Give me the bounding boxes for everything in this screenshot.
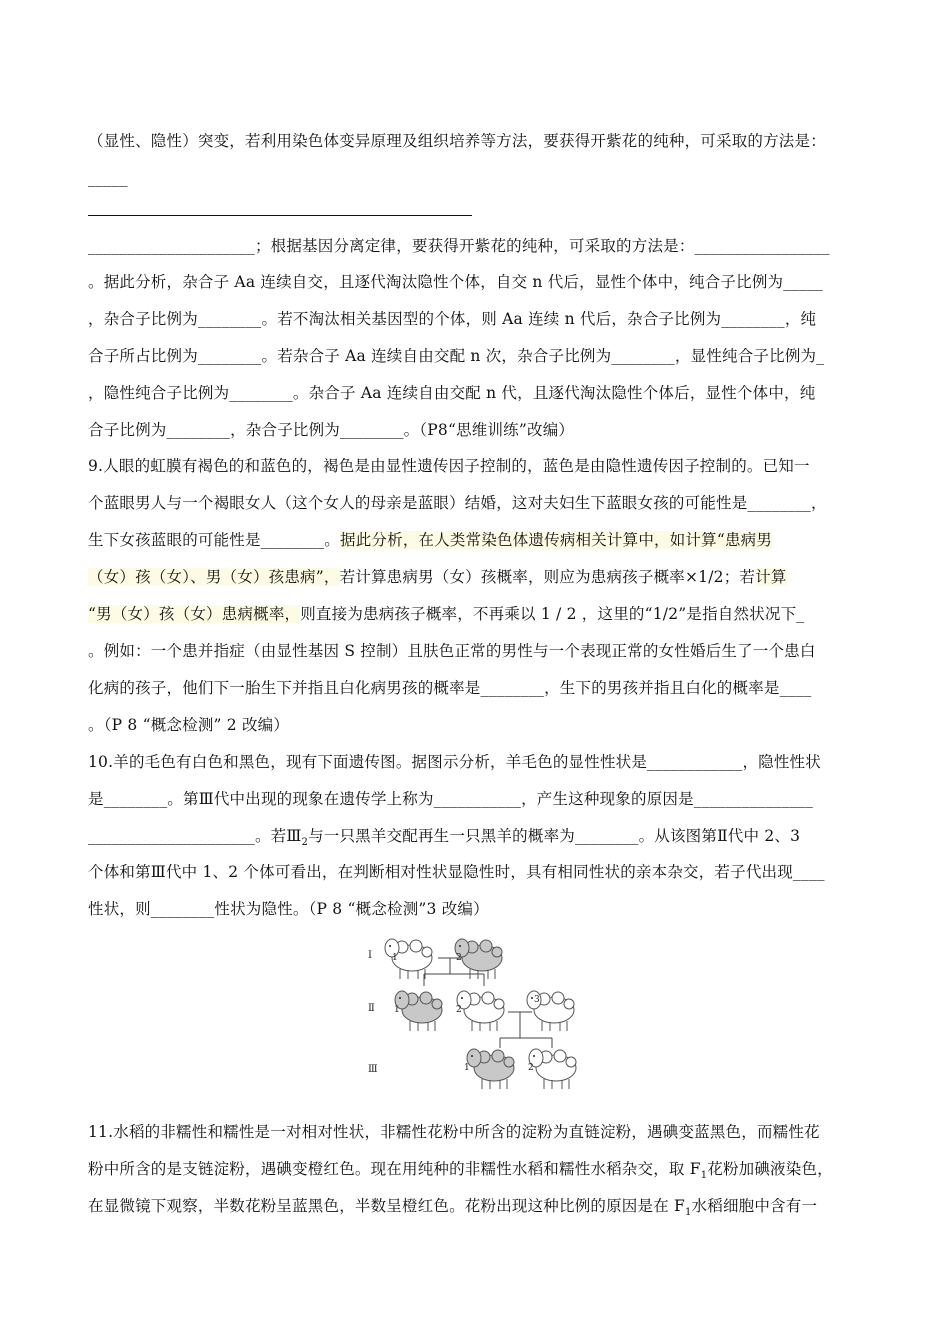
text-span: 则直接为患病孩子概率，不再乘以 1 / 2 ，这里的“1/2”是指自然状况下_: [300, 605, 805, 623]
text-line: 合子所占比例为________。若杂合子 Aa 连续自由交配 n 次，杂合子比例为________，显性纯合子比例为_: [88, 347, 825, 365]
text-line: 。例如：一个患并指症（由显性基因 S 控制）且肤色正常的男性与一个表现正常的女性婚后生了一个患白: [88, 642, 816, 660]
generation-label: Ⅱ: [368, 1003, 375, 1014]
text-span: 若计算患病男（女）孩概率，则应为患病孩子概率×1/2；若: [339, 568, 756, 586]
subscript: 1: [700, 1170, 708, 1182]
text-line: _____________________；根据基因分离定律，要获得开紫花的纯种，可采取的方法是：_________________: [88, 237, 830, 255]
text-line: [88, 567, 862, 587]
sheep-pedigree-figure: [364, 930, 586, 1090]
text-line: [88, 1196, 862, 1223]
individual-number: 2: [456, 953, 462, 963]
text-line: _____: [88, 169, 128, 187]
text-span: 花粉加碘液染色，: [707, 1160, 833, 1178]
individual-number: 3: [534, 995, 540, 1005]
text-line: 。（P 8 “概念检测” 2 改编）: [88, 716, 290, 734]
text-line: [88, 493, 862, 513]
question-9-line: 9.人眼的虹膜有褐色的和蓝色的，褐色是由显性遗传因子控制的，蓝色是由隐性遗传因子控制的。已知一: [88, 457, 810, 475]
text-span: 生下女孩蓝眼的可能性是________。: [88, 531, 341, 549]
text-span: 个蓝眼男人与一个褐眼女人（这个女人的母亲是蓝眼）结婚，这对夫妇生下蓝眼女孩的可能性是________，: [88, 494, 827, 512]
text-line: 化病的孩子，他们下一胎生下并指且白化病男孩的概率是________，生下的男孩并指且白化的概率是____: [88, 679, 812, 697]
individual-number: 2: [456, 1005, 462, 1015]
highlighted-text: “男（女）孩（女）患病概率，: [88, 605, 301, 623]
text-line: ，隐性纯合子比例为________。杂合子 Aa 连续自由交配 n 代，且逐代淘汰隐性个体后，显性个体中，纯: [88, 384, 816, 402]
answer-underline: [88, 215, 472, 216]
question-11-line: 11.水稻的非糯性和糯性是一对相对性状，非糯性花粉中所含的淀粉为直链淀粉，遇碘变蓝黑色，而糯性花: [88, 1123, 820, 1141]
question-10-line: 10.羊的毛色有白色和黑色，现有下面遗传图。据图示分析，羊毛色的显性性状是____________，隐性性状: [88, 753, 821, 771]
text-line: 。据此分析，杂合子 Aa 连续自交，且逐代淘汰隐性个体，自交 n 代后，显性个体中，纯合子比例为_____: [88, 273, 823, 291]
text-line: 合子比例为________，杂合子比例为________。（P8“思维训练”改编）: [88, 421, 575, 439]
text-span: 与一只黑羊交配再生一只黑羊的概率为________。从该图第Ⅱ代中 2、3: [308, 827, 801, 845]
highlighted-text: 据此分析，在人类常染色体遗传病相关计算中，如计算“患病男: [340, 531, 773, 549]
sheep-icon: [529, 1049, 576, 1089]
text-line: [88, 1159, 862, 1186]
text-line: [88, 604, 862, 624]
text-line: 个体和第Ⅲ代中 1、2 个体可看出，在判断相对性状显隐性时，具有相同性状的亲本杂交，若子代出现____: [88, 863, 825, 881]
sheep-icon: [457, 991, 504, 1031]
sheep-icon: [467, 1049, 514, 1089]
individual-number: 1: [464, 1063, 470, 1073]
text-line: [88, 826, 862, 853]
generation-label: Ⅲ: [368, 1064, 378, 1075]
text-span: 在显微镜下观察，半数花粉呈蓝黑色，半数呈橙红色。花粉出现这种比例的原因是在 F: [88, 1197, 685, 1215]
highlighted-text: 计算: [755, 568, 787, 586]
generation-label: Ⅰ: [368, 950, 372, 961]
text-line: 性状，则________性状为隐性。（P 8 “概念检测”3 改编）: [88, 900, 489, 918]
text-line: （显性、隐性）突变，若利用染色体变异原理及组织培养等方法，要获得开紫花的纯种，可采取的方法是：: [88, 132, 826, 150]
individual-number: 1: [392, 953, 398, 963]
text-line: 是________。第Ⅲ代中出现的现象在遗传学上称为___________，产生这种现象的原因是_______________: [88, 790, 814, 808]
subscript: 1: [684, 1207, 692, 1219]
sheep-icon: [395, 991, 442, 1031]
text-span: 水稻细胞中含有一: [691, 1197, 818, 1215]
subscript: 2: [301, 837, 309, 849]
individual-number: 1: [394, 1005, 400, 1015]
highlighted-text: （女）孩（女）、男（女）孩患病”，: [88, 568, 340, 586]
text-line: [88, 530, 862, 550]
text-span: 粉中所含的是支链淀粉，遇碘变橙红色。现在用纯种的非糯性水稻和糯性水稻杂交，取 F: [88, 1160, 701, 1178]
sheep-icon: [455, 939, 502, 979]
text-span: _____________________。若Ⅲ: [88, 827, 302, 845]
text-line: ，杂合子比例为________。若不淘汰相关基因型的个体，则 Aa 连续 n 代后，杂合子比例为________，纯: [88, 310, 817, 328]
individual-number: 2: [528, 1063, 534, 1073]
